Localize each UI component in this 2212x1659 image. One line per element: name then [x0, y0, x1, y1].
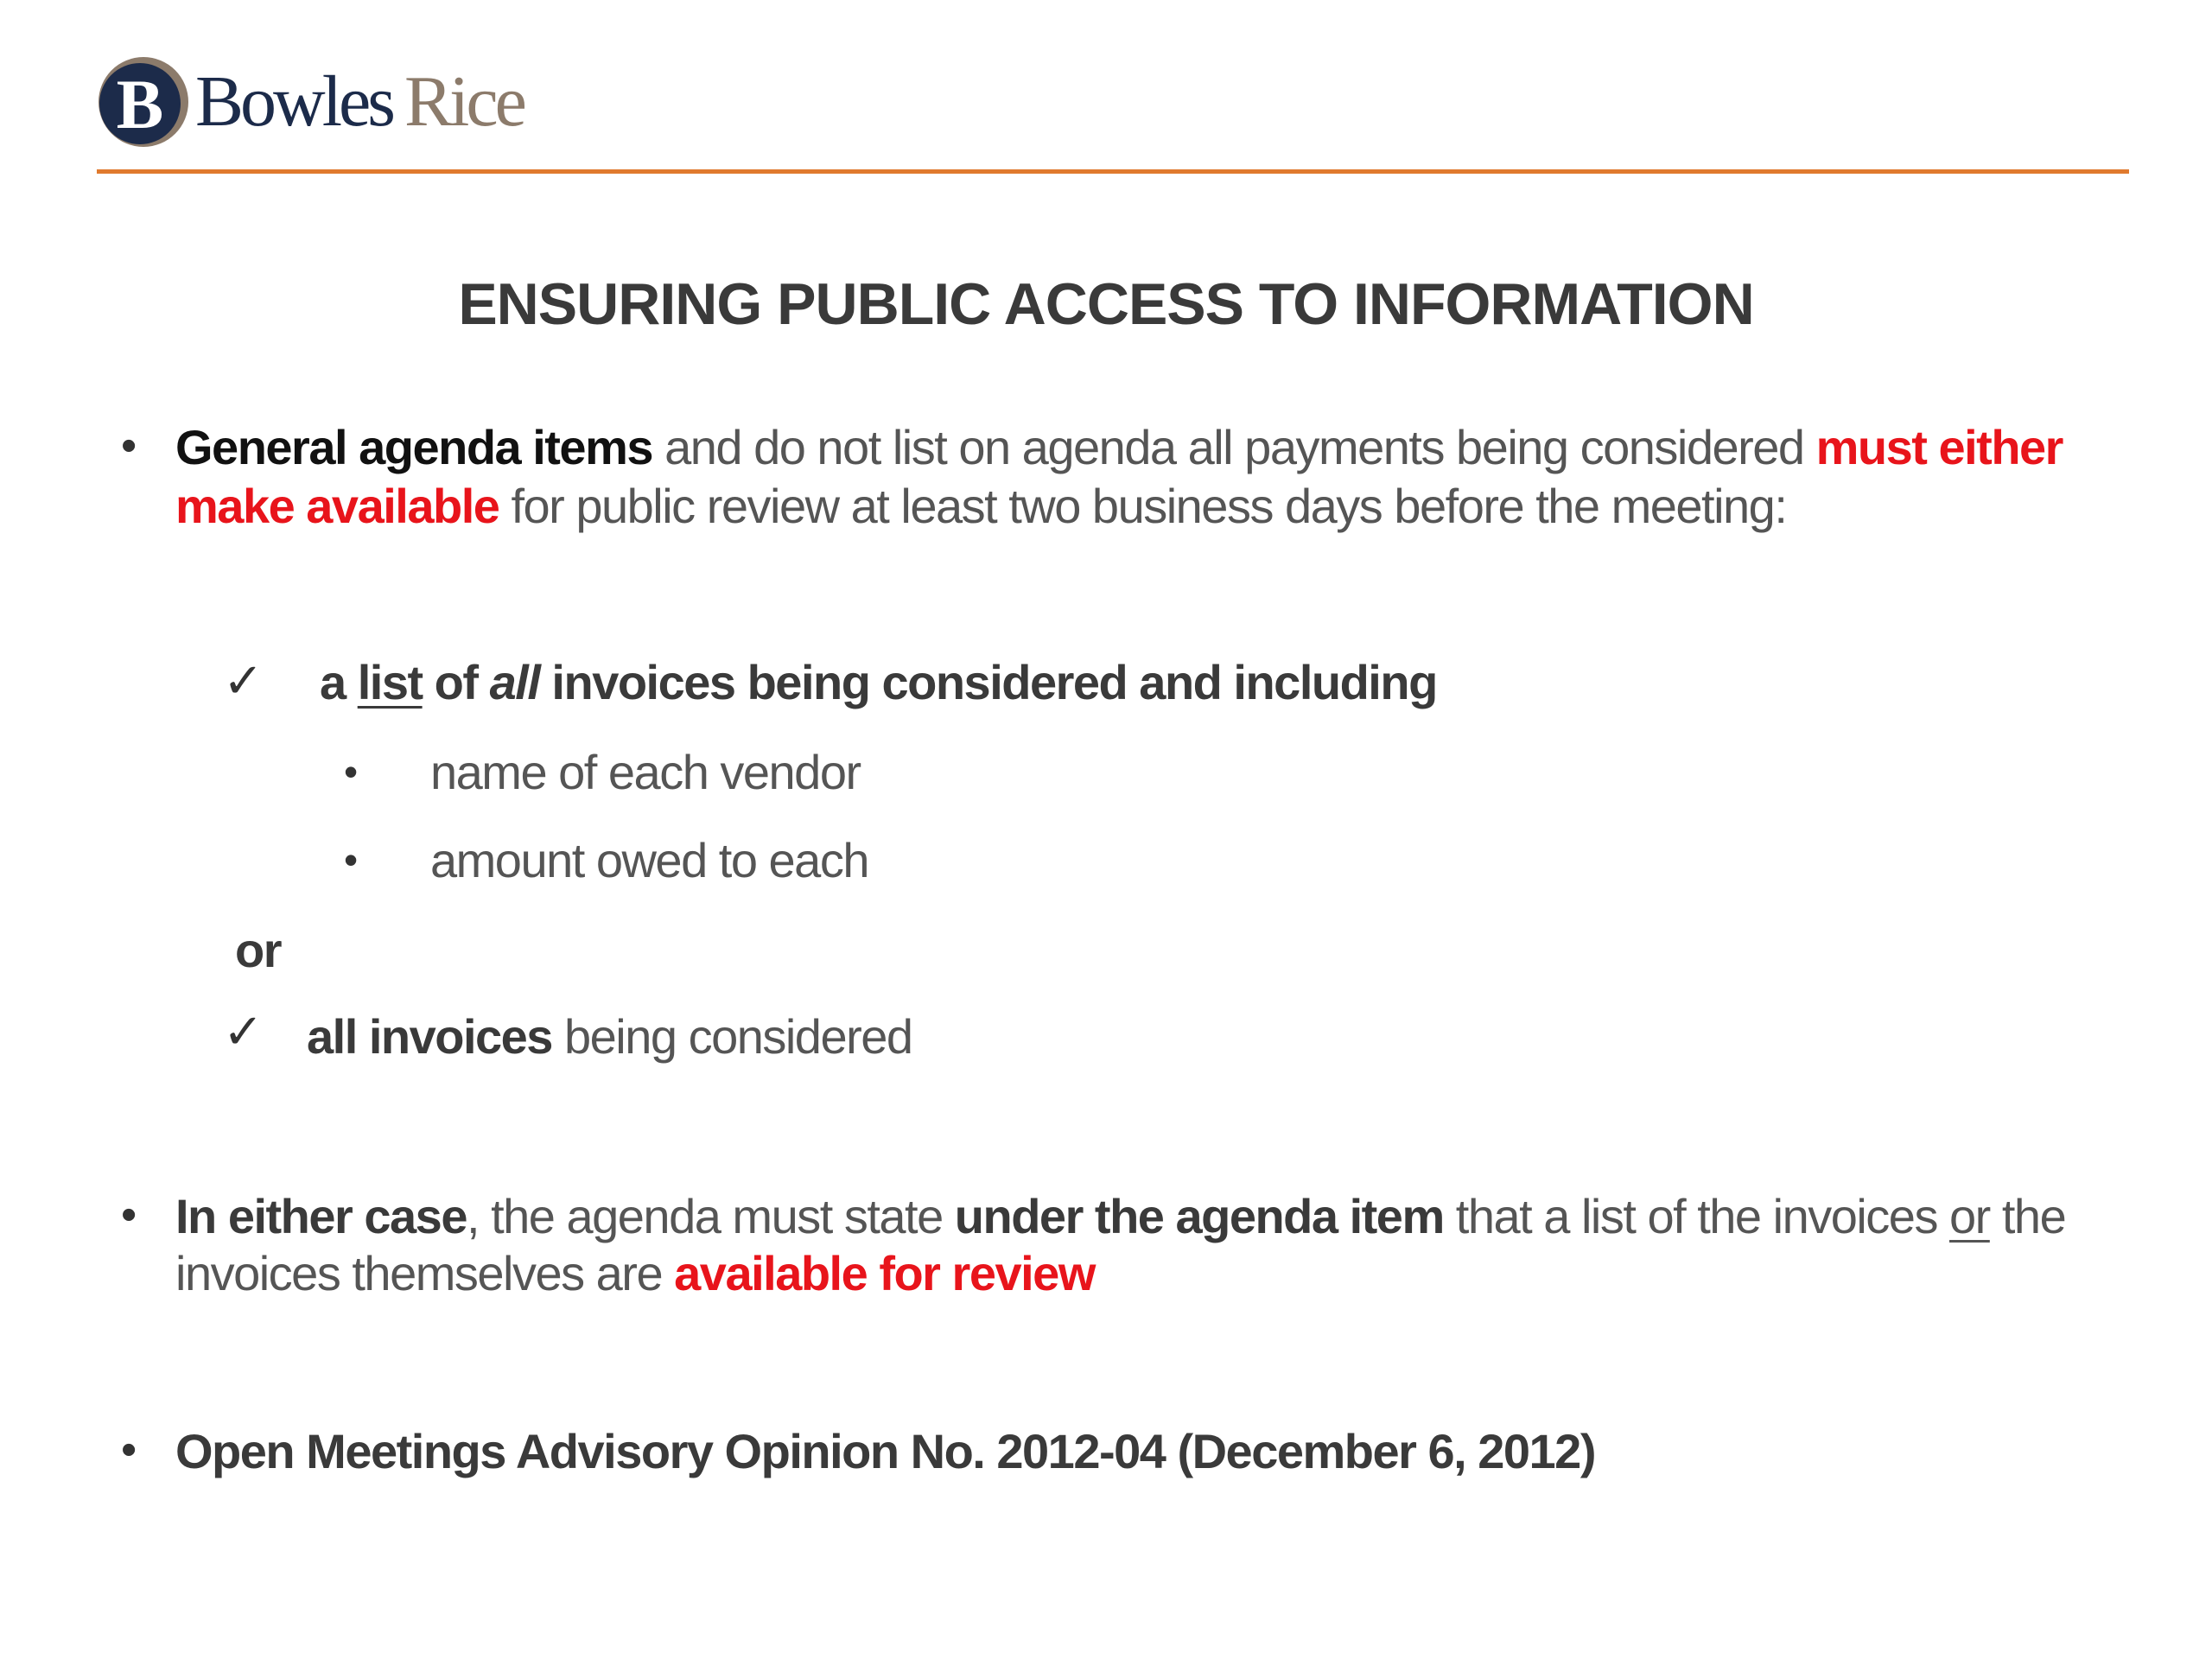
logo-word-rice: Rice [404, 61, 524, 142]
sub-item-2-dot: • [344, 837, 359, 882]
bullet-2-line-1 [175, 1189, 2066, 1243]
svg-text:B: B [116, 65, 164, 143]
option-1-rest: invoices being considered and including [539, 655, 1437, 709]
option-2-text [307, 1009, 912, 1064]
bullet-1-text-b: for public review at least two business days before the meeting: [499, 479, 1787, 533]
bullet-2-bold-a: In either case [175, 1189, 467, 1243]
option-1-list: list [357, 655, 423, 709]
bullet-3-dot: • [121, 1425, 137, 1475]
bowles-rice-logo-mark-icon [97, 54, 190, 150]
logo-wordmark [195, 61, 524, 142]
bullet-1-lead: General agenda items [175, 420, 653, 474]
header-rule [97, 169, 2129, 174]
bullet-3-text: Open Meetings Advisory Opinion No. 2012-04 (December 6, 2012) [175, 1424, 1595, 1478]
bowles-rice-logo [97, 54, 524, 150]
bullet-2-bold-b: under the agenda item [954, 1189, 1444, 1243]
bullet-1-text-a: and do not list on agenda all payments being considered [652, 420, 1816, 474]
option-1-a: a [320, 655, 358, 709]
option-2-bold: all invoices [307, 1009, 552, 1064]
logo-word-bowles: Bowles [195, 61, 392, 142]
option-1-check-icon: ✓ [223, 653, 264, 708]
bullet-2-or: or [1949, 1189, 1990, 1243]
bullet-2-dot: • [121, 1190, 137, 1240]
sub-item-1-dot: • [344, 749, 359, 794]
option-2-rest: being considered [551, 1009, 912, 1064]
sub-item-1: name of each vendor [430, 745, 861, 799]
option-1-all: all [489, 655, 540, 709]
bullet-1-red-a: must either [1815, 420, 2063, 474]
bullet-2-red: available for review [674, 1246, 1095, 1300]
bullet-2-line-2 [175, 1246, 1095, 1300]
bullet-2-text-a: , the agenda must state [466, 1189, 955, 1243]
bullet-1-dot: • [121, 421, 137, 471]
bullet-2-text-d: invoices themselves are [175, 1246, 675, 1300]
option-1-of: of [422, 655, 490, 709]
or-label: or [235, 923, 281, 977]
sub-item-2: amount owed to each [430, 833, 868, 887]
bullet-1-red-b: make available [175, 479, 499, 533]
option-1-text [320, 655, 1437, 709]
slide-title: ENSURING PUBLIC ACCESS TO INFORMATION [458, 271, 1754, 337]
option-2-check-icon: ✓ [223, 1004, 264, 1058]
bullet-2-text-b: that a list of the invoices [1443, 1189, 1950, 1243]
bullet-1-line-2 [175, 479, 1787, 533]
bullet-1-line-1 [175, 420, 2063, 474]
bullet-2-text-c: the [1989, 1189, 2066, 1243]
